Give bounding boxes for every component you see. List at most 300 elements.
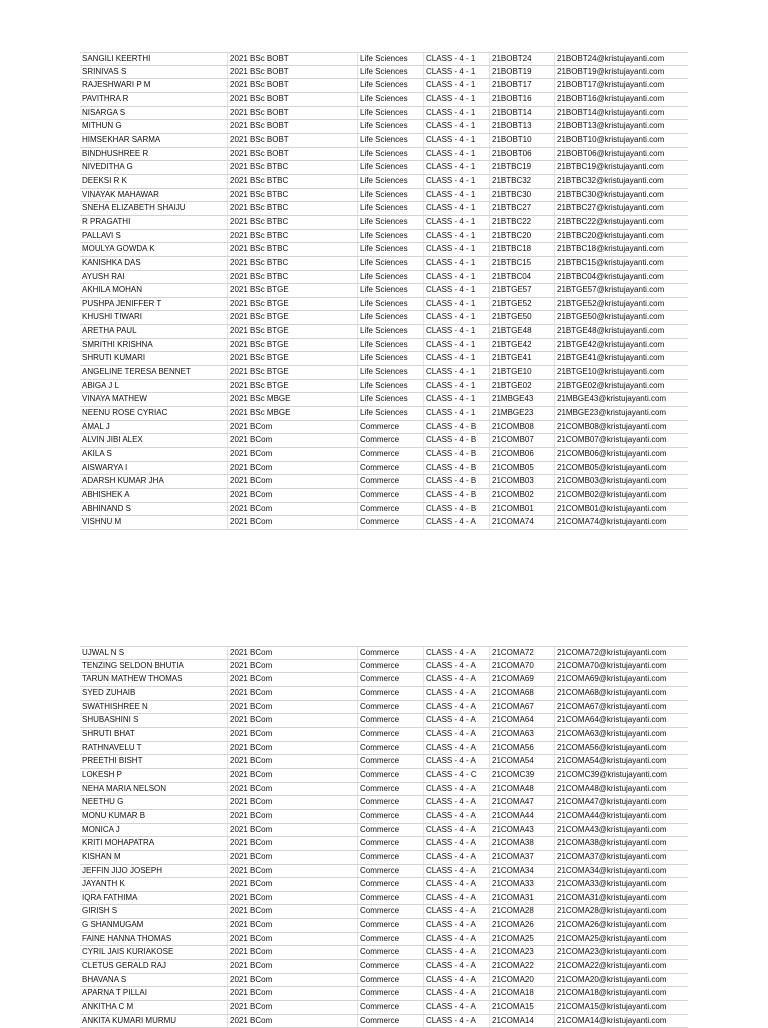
student-name-cell: ARETHA PAUL (80, 325, 228, 338)
table-row (80, 892, 688, 906)
student-name-cell: GIRISH S (80, 905, 228, 918)
email-cell: 21COMA25@kristujayanti.com (557, 933, 667, 943)
register-number-cell: 21BTGE02 (490, 380, 555, 393)
table-row (80, 448, 688, 462)
program-cell: 2021 BCom (228, 796, 358, 809)
register-number-cell: 21COMA20 (490, 974, 555, 987)
table-row (80, 421, 688, 435)
register-number-cell: 21COMA74 (490, 516, 555, 529)
department-cell: Commerce (358, 810, 424, 823)
department-cell: Commerce (358, 851, 424, 864)
email-cell: 21COMA33@kristujayanti.com (557, 879, 667, 889)
register-number-cell: 21COMA43 (490, 824, 555, 837)
student-name-cell: NISARGA S (80, 107, 228, 120)
department-cell: Commerce (358, 462, 424, 475)
department-cell: Commerce (358, 1015, 424, 1028)
class-cell: CLASS - 4 - A (424, 701, 490, 714)
program-cell: 2021 BSc BOBT (228, 66, 358, 79)
email-cell: 21BTBC22@kristujayanti.com (557, 216, 664, 226)
program-cell: 2021 BSc BOBT (228, 134, 358, 147)
table-row (80, 646, 688, 660)
table-row (80, 202, 688, 216)
department-cell: Life Sciences (358, 175, 424, 188)
program-cell: 2021 BSc BOBT (228, 93, 358, 106)
register-number-cell: 21MBGE23 (490, 407, 555, 420)
program-cell: 2021 BCom (228, 810, 358, 823)
class-cell: CLASS - 4 - B (424, 434, 490, 447)
student-name-cell: KANISHKA DAS (80, 257, 228, 270)
table-row (80, 148, 688, 162)
register-number-cell: 21BTBC04 (490, 271, 555, 284)
register-number-cell: 21COMA44 (490, 810, 555, 823)
program-cell: 2021 BCom (228, 475, 358, 488)
department-cell: Life Sciences (358, 325, 424, 338)
class-cell: CLASS - 4 - A (424, 933, 490, 946)
class-cell: CLASS - 4 - 1 (424, 79, 490, 92)
register-number-cell: 21COMA67 (490, 701, 555, 714)
class-cell: CLASS - 4 - A (424, 1015, 490, 1028)
student-name-cell: ADARSH KUMAR JHA (80, 475, 228, 488)
email-cell: 21BTBC19@kristujayanti.com (557, 162, 664, 172)
department-cell: Life Sciences (358, 243, 424, 256)
class-cell: CLASS - 4 - A (424, 728, 490, 741)
program-cell: 2021 BCom (228, 933, 358, 946)
table-row (80, 243, 688, 257)
class-cell: CLASS - 4 - A (424, 783, 490, 796)
email-cell: 21COMB03@kristujayanti.com (557, 476, 667, 486)
student-name-cell: VINAYA MATHEW (80, 393, 228, 406)
class-cell: CLASS - 4 - 1 (424, 161, 490, 174)
program-cell: 2021 BSc BTGE (228, 298, 358, 311)
class-cell: CLASS - 4 - 1 (424, 107, 490, 120)
department-cell: Commerce (358, 503, 424, 516)
student-name-cell: SHRUTI BHAT (80, 728, 228, 741)
register-number-cell: 21COMA22 (490, 960, 555, 973)
program-cell: 2021 BCom (228, 421, 358, 434)
student-name-cell: CYRIL JAIS KURIAKOSE (80, 946, 228, 959)
class-cell: CLASS - 4 - B (424, 503, 490, 516)
register-number-cell: 21MBGE43 (490, 393, 555, 406)
program-cell: 2021 BCom (228, 660, 358, 673)
table-row (80, 987, 688, 1001)
table-row (80, 933, 688, 947)
table-row (80, 905, 688, 919)
student-name-cell: PALLAVI S (80, 230, 228, 243)
email-cell: 21BOBT16@kristujayanti.com (557, 93, 665, 103)
program-cell: 2021 BCom (228, 919, 358, 932)
email-cell: 21COMA28@kristujayanti.com (557, 906, 667, 916)
email-cell: 21BTGE42@kristujayanti.com (557, 339, 665, 349)
table-row (80, 393, 688, 407)
program-cell: 2021 BCom (228, 647, 358, 659)
student-name-cell: ANGELINE TERESA BENNET (80, 366, 228, 379)
table-row (80, 93, 688, 107)
register-number-cell: 21COMA14 (490, 1015, 555, 1028)
department-cell: Commerce (358, 742, 424, 755)
class-cell: CLASS - 4 - 1 (424, 257, 490, 270)
department-cell: Commerce (358, 687, 424, 700)
program-cell: 2021 BSc BOBT (228, 79, 358, 92)
class-cell: CLASS - 4 - 1 (424, 134, 490, 147)
student-name-cell: TARUN MATHEW THOMAS (80, 673, 228, 686)
department-cell: Commerce (358, 769, 424, 782)
department-cell: Life Sciences (358, 134, 424, 147)
class-cell: CLASS - 4 - 1 (424, 298, 490, 311)
register-number-cell: 21COMA28 (490, 905, 555, 918)
department-cell: Life Sciences (358, 93, 424, 106)
email-cell: 21COMA38@kristujayanti.com (557, 838, 667, 848)
class-cell: CLASS - 4 - 1 (424, 380, 490, 393)
register-number-cell: 21COMA18 (490, 987, 555, 1000)
program-cell: 2021 BSc MBGE (228, 393, 358, 406)
class-cell: CLASS - 4 - 1 (424, 339, 490, 352)
student-name-cell: MONU KUMAR B (80, 810, 228, 823)
email-cell: 21BTGE10@kristujayanti.com (557, 367, 665, 377)
table-row (80, 878, 688, 892)
department-cell: Commerce (358, 865, 424, 878)
department-cell: Commerce (358, 919, 424, 932)
student-name-cell: DEEKSI R K (80, 175, 228, 188)
table-row (80, 810, 688, 824)
email-cell: 21BTGE02@kristujayanti.com (557, 380, 665, 390)
program-cell: 2021 BSc BTGE (228, 339, 358, 352)
email-cell: 21BTGE41@kristujayanti.com (557, 353, 665, 363)
email-cell: 21COMA74@kristujayanti.com (557, 517, 667, 527)
program-cell: 2021 BCom (228, 701, 358, 714)
table-row (80, 352, 688, 366)
table-row (80, 489, 688, 503)
department-cell: Life Sciences (358, 53, 424, 65)
register-number-cell: 21COMA33 (490, 878, 555, 891)
table-row (80, 769, 688, 783)
register-number-cell: 21BTBC27 (490, 202, 555, 215)
class-cell: CLASS - 4 - B (424, 421, 490, 434)
class-cell: CLASS - 4 - 1 (424, 148, 490, 161)
register-number-cell: 21BOBT16 (490, 93, 555, 106)
department-cell: Life Sciences (358, 407, 424, 420)
program-cell: 2021 BCom (228, 851, 358, 864)
program-cell: 2021 BSc BTBC (228, 230, 358, 243)
email-cell: 21COMA14@kristujayanti.com (557, 1015, 667, 1025)
program-cell: 2021 BCom (228, 865, 358, 878)
program-cell: 2021 BSc BOBT (228, 53, 358, 65)
class-cell: CLASS - 4 - 1 (424, 352, 490, 365)
table-row (80, 216, 688, 230)
email-cell: 21COMA20@kristujayanti.com (557, 974, 667, 984)
student-name-cell: BINDHUSHREE R (80, 148, 228, 161)
table-row (80, 79, 688, 93)
program-cell: 2021 BCom (228, 905, 358, 918)
class-cell: CLASS - 4 - A (424, 673, 490, 686)
class-cell: CLASS - 4 - 1 (424, 175, 490, 188)
table-row (80, 475, 688, 489)
program-cell: 2021 BCom (228, 769, 358, 782)
program-cell: 2021 BSc BTBC (228, 271, 358, 284)
student-name-cell: AKILA S (80, 448, 228, 461)
email-cell: 21COMA68@kristujayanti.com (557, 687, 667, 697)
program-cell: 2021 BSc BOBT (228, 120, 358, 133)
program-cell: 2021 BSc BTGE (228, 380, 358, 393)
class-cell: CLASS - 4 - 1 (424, 366, 490, 379)
table-row (80, 851, 688, 865)
register-number-cell: 21COMA26 (490, 919, 555, 932)
email-cell: 21COMA15@kristujayanti.com (557, 1002, 667, 1012)
student-name-cell: SANGILI KEERTHI (80, 53, 228, 65)
email-cell: 21BOBT06@kristujayanti.com (557, 148, 665, 158)
class-cell: CLASS - 4 - 1 (424, 216, 490, 229)
table-row (80, 1015, 688, 1028)
department-cell: Commerce (358, 783, 424, 796)
table-row (80, 701, 688, 715)
email-cell: 21BTBC15@kristujayanti.com (557, 257, 664, 267)
student-name-cell: PAVITHRA R (80, 93, 228, 106)
student-name-cell: VISHNU M (80, 516, 228, 529)
class-cell: CLASS - 4 - 1 (424, 325, 490, 338)
email-cell: 21COMB07@kristujayanti.com (557, 435, 667, 445)
email-cell: 21COMB02@kristujayanti.com (557, 490, 667, 499)
register-number-cell: 21COMA72 (490, 647, 555, 659)
program-cell: 2021 BCom (228, 503, 358, 516)
table-row (80, 311, 688, 325)
program-cell: 2021 BCom (228, 742, 358, 755)
program-cell: 2021 BSc BTBC (228, 189, 358, 202)
student-name-cell: SNEHA ELIZABETH SHAIJU (80, 202, 228, 215)
program-cell: 2021 BSc BTGE (228, 325, 358, 338)
register-number-cell: 21COMA47 (490, 796, 555, 809)
department-cell: Commerce (358, 434, 424, 447)
student-name-cell: NEETHU G (80, 796, 228, 809)
table-row (80, 120, 688, 134)
table-row (80, 366, 688, 380)
program-cell: 2021 BCom (228, 462, 358, 475)
class-cell: CLASS - 4 - A (424, 687, 490, 700)
student-name-cell: KRITI MOHAPATRA (80, 837, 228, 850)
department-cell: Commerce (358, 421, 424, 434)
department-cell: Life Sciences (358, 339, 424, 352)
email-cell: 21BOBT13@kristujayanti.com (557, 121, 665, 131)
department-cell: Commerce (358, 701, 424, 714)
table-row (80, 783, 688, 797)
class-cell: CLASS - 4 - 1 (424, 66, 490, 79)
program-cell: 2021 BSc BOBT (228, 107, 358, 120)
register-number-cell: 21COMA64 (490, 714, 555, 727)
student-name-cell: IQRA FATHIMA (80, 892, 228, 905)
email-cell: 21COMB05@kristujayanti.com (557, 462, 667, 472)
program-cell: 2021 BCom (228, 946, 358, 959)
department-cell: Commerce (358, 1001, 424, 1014)
class-cell: CLASS - 4 - B (424, 448, 490, 461)
register-number-cell: 21BOBT14 (490, 107, 555, 120)
class-cell: CLASS - 4 - A (424, 810, 490, 823)
class-cell: CLASS - 4 - 1 (424, 120, 490, 133)
program-cell: 2021 BCom (228, 974, 358, 987)
register-number-cell: 21BOBT17 (490, 79, 555, 92)
email-cell: 21BOBT14@kristujayanti.com (557, 107, 665, 117)
register-number-cell: 21BTBC15 (490, 257, 555, 270)
student-name-cell: LOKESH P (80, 769, 228, 782)
program-cell: 2021 BCom (228, 1015, 358, 1028)
register-number-cell: 21BOBT06 (490, 148, 555, 161)
email-cell: 21COMB08@kristujayanti.com (557, 421, 667, 431)
table-row (80, 434, 688, 448)
table-row (80, 503, 688, 517)
class-cell: CLASS - 4 - B (424, 462, 490, 475)
program-cell: 2021 BSc BTBC (228, 216, 358, 229)
student-name-cell: CLETUS GERALD RAJ (80, 960, 228, 973)
register-number-cell: 21COMB07 (490, 434, 555, 447)
department-cell: Commerce (358, 755, 424, 768)
student-name-cell: NEHA MARIA NELSON (80, 783, 228, 796)
program-cell: 2021 BSc BTBC (228, 257, 358, 270)
email-cell: 21COMA18@kristujayanti.com (557, 988, 667, 998)
student-name-cell: PUSHPA JENIFFER T (80, 298, 228, 311)
table-row (80, 960, 688, 974)
email-cell: 21COMA54@kristujayanti.com (557, 756, 667, 766)
email-cell: 21BTGE52@kristujayanti.com (557, 298, 665, 308)
class-cell: CLASS - 4 - B (424, 475, 490, 488)
student-name-cell: KISHAN M (80, 851, 228, 864)
department-cell: Commerce (358, 837, 424, 850)
program-cell: 2021 BCom (228, 714, 358, 727)
class-cell: CLASS - 4 - 1 (424, 189, 490, 202)
student-name-cell: SWATHISHREE N (80, 701, 228, 714)
email-cell: 21BOBT10@kristujayanti.com (557, 134, 665, 144)
register-number-cell: 21BTBC20 (490, 230, 555, 243)
department-cell: Life Sciences (358, 230, 424, 243)
table-row (80, 755, 688, 769)
department-cell: Life Sciences (358, 79, 424, 92)
register-number-cell: 21BTGE48 (490, 325, 555, 338)
class-cell: CLASS - 4 - A (424, 837, 490, 850)
table-row (80, 298, 688, 312)
class-cell: CLASS - 4 - A (424, 865, 490, 878)
class-cell: CLASS - 4 - A (424, 919, 490, 932)
student-name-cell: SHRUTI KUMARI (80, 352, 228, 365)
student-name-cell: RATHNAVELU T (80, 742, 228, 755)
register-number-cell: 21COMA63 (490, 728, 555, 741)
student-name-cell: NIVEDITHA G (80, 161, 228, 174)
register-number-cell: 21COMB03 (490, 475, 555, 488)
email-cell: 21BTBC27@kristujayanti.com (557, 203, 664, 213)
student-name-cell: ABIGA J L (80, 380, 228, 393)
table-row (80, 339, 688, 353)
email-cell: 21BOBT24@kristujayanti.com (557, 54, 665, 63)
email-cell: 21COMA23@kristujayanti.com (557, 947, 667, 957)
table-row (80, 407, 688, 421)
department-cell: Commerce (358, 987, 424, 1000)
table-row (80, 257, 688, 271)
class-cell: CLASS - 4 - A (424, 796, 490, 809)
email-cell: 21COMA43@kristujayanti.com (557, 824, 667, 834)
student-name-cell: SMRITHI KRISHNA (80, 339, 228, 352)
email-cell: 21COMA34@kristujayanti.com (557, 865, 667, 875)
register-number-cell: 21BTGE50 (490, 311, 555, 324)
student-name-cell: ABHINAND S (80, 503, 228, 516)
class-cell: CLASS - 4 - A (424, 851, 490, 864)
class-cell: CLASS - 4 - A (424, 905, 490, 918)
student-name-cell: AKHILA MOHAN (80, 284, 228, 297)
email-cell: 21BOBT17@kristujayanti.com (557, 80, 665, 90)
register-number-cell: 21COMA48 (490, 783, 555, 796)
student-name-cell: PREETHI BISHT (80, 755, 228, 768)
email-cell: 21COMA48@kristujayanti.com (557, 783, 667, 793)
register-number-cell: 21COMB08 (490, 421, 555, 434)
program-cell: 2021 BSc BOBT (228, 148, 358, 161)
email-cell: 21COMA22@kristujayanti.com (557, 961, 667, 971)
email-cell: 21COMC39@kristujayanti.com (557, 769, 667, 779)
student-name-cell: MITHUN G (80, 120, 228, 133)
student-name-cell: RAJESHWARI P M (80, 79, 228, 92)
email-cell: 21COMA70@kristujayanti.com (557, 660, 667, 670)
class-cell: CLASS - 4 - A (424, 742, 490, 755)
department-cell: Commerce (358, 905, 424, 918)
table-row (80, 271, 688, 285)
email-cell: 21COMA47@kristujayanti.com (557, 797, 667, 807)
email-cell: 21MBGE23@kristujayanti.com (557, 408, 667, 418)
table-row (80, 687, 688, 701)
table-row (80, 462, 688, 476)
register-number-cell: 21BOBT10 (490, 134, 555, 147)
register-number-cell: 21COMA34 (490, 865, 555, 878)
student-name-cell: TENZING SELDON BHUTIA (80, 660, 228, 673)
department-cell: Life Sciences (358, 202, 424, 215)
email-cell: 21COMA44@kristujayanti.com (557, 810, 667, 820)
register-number-cell: 21BOBT13 (490, 120, 555, 133)
email-cell: 21BTBC30@kristujayanti.com (557, 189, 664, 199)
class-cell: CLASS - 4 - A (424, 878, 490, 891)
student-name-cell: JAYANTH K (80, 878, 228, 891)
table-row (80, 284, 688, 298)
program-cell: 2021 BSc BTGE (228, 311, 358, 324)
department-cell: Commerce (358, 673, 424, 686)
department-cell: Commerce (358, 796, 424, 809)
department-cell: Life Sciences (358, 161, 424, 174)
register-number-cell: 21COMC39 (490, 769, 555, 782)
register-number-cell: 21COMB05 (490, 462, 555, 475)
student-name-cell: NEENU ROSE CYRIAC (80, 407, 228, 420)
department-cell: Life Sciences (358, 107, 424, 120)
class-cell: CLASS - 4 - A (424, 660, 490, 673)
email-cell: 21COMA64@kristujayanti.com (557, 715, 667, 725)
student-table-2 (80, 646, 688, 1028)
register-number-cell: 21COMA56 (490, 742, 555, 755)
student-name-cell: APARNA T PILLAI (80, 987, 228, 1000)
department-cell: Life Sciences (358, 271, 424, 284)
program-cell: 2021 BCom (228, 878, 358, 891)
class-cell: CLASS - 4 - A (424, 892, 490, 905)
department-cell: Life Sciences (358, 298, 424, 311)
table-row (80, 107, 688, 121)
email-cell: 21COMB06@kristujayanti.com (557, 449, 667, 459)
department-cell: Life Sciences (358, 284, 424, 297)
department-cell: Life Sciences (358, 311, 424, 324)
student-name-cell: FAINE HANNA THOMAS (80, 933, 228, 946)
table-row (80, 1001, 688, 1015)
program-cell: 2021 BCom (228, 489, 358, 502)
email-cell: 21BTGE50@kristujayanti.com (557, 312, 665, 322)
table-row (80, 714, 688, 728)
table-row (80, 189, 688, 203)
student-table-1 (80, 52, 688, 530)
register-number-cell: 21BOBT24 (490, 53, 555, 65)
department-cell: Commerce (358, 960, 424, 973)
student-name-cell: VINAYAK MAHAWAR (80, 189, 228, 202)
class-cell: CLASS - 4 - C (424, 769, 490, 782)
table-row (80, 325, 688, 339)
email-cell: 21COMA69@kristujayanti.com (557, 674, 667, 684)
program-cell: 2021 BCom (228, 755, 358, 768)
department-cell: Commerce (358, 475, 424, 488)
